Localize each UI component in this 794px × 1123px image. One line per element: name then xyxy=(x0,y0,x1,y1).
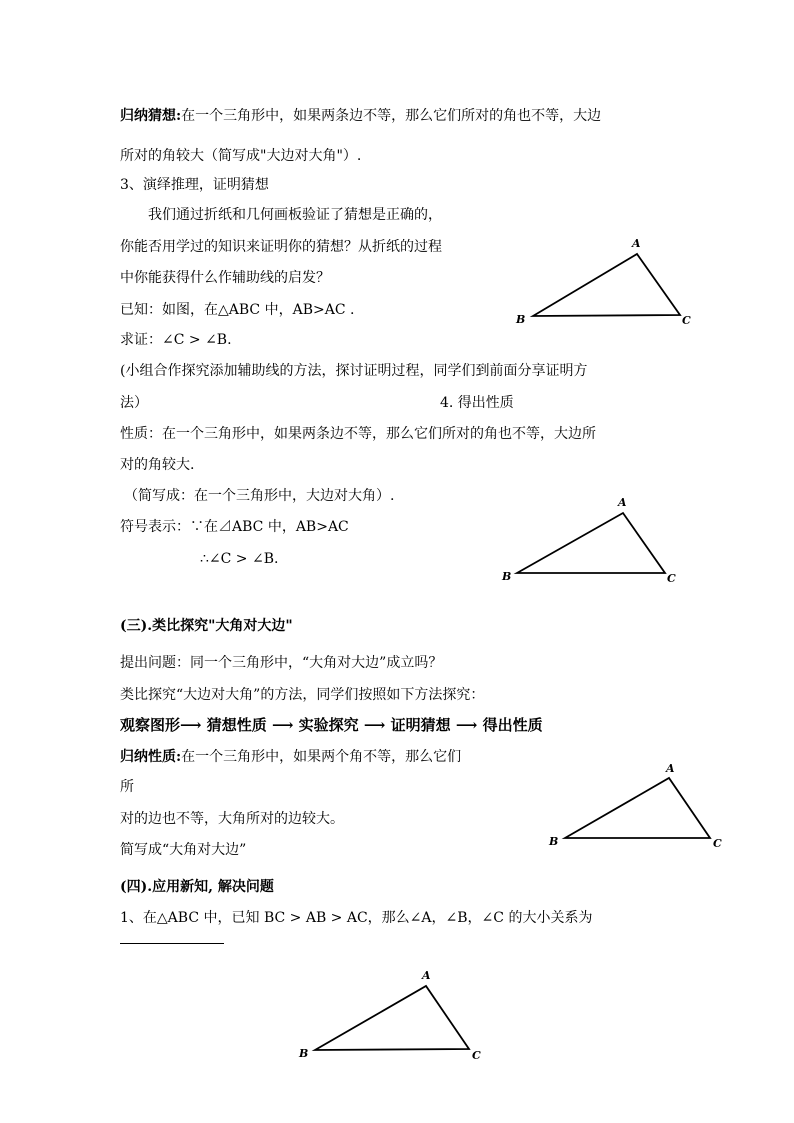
vertex-label-a: A xyxy=(632,237,641,250)
paragraph-line-3: 中你能获得什么作辅助线的启发？ xyxy=(120,270,330,286)
triangle-figure-3 xyxy=(545,758,735,853)
conjecture-line xyxy=(120,106,601,126)
induce-label: 归纳性质: xyxy=(120,749,182,765)
vertex-label-b: B xyxy=(516,313,526,326)
vertex-label-a: A xyxy=(666,762,675,775)
induce-line-4: 简写成“大角对大边” xyxy=(120,842,247,858)
induce-line-2: 所 xyxy=(120,779,134,795)
vertex-label-c: C xyxy=(472,1049,481,1062)
section-three-heading: (三).类比探究"大角对大边" xyxy=(120,618,293,634)
application-question: 1、在△ABC 中，已知 BC > AB > AC，那么∠A，∠B，∠C 的大小关系为 xyxy=(120,910,593,926)
symbol-line-1: 符号表示：∵在⊿ABC 中，AB>AC xyxy=(120,519,349,535)
paragraph-line-2: 你能否用学过的知识来证明你的猜想？从折纸的过程 xyxy=(120,239,442,255)
prove-line: 求证：∠C > ∠B. xyxy=(120,332,232,348)
triangle-figure-1 xyxy=(510,235,700,330)
section-four-heading: (四).应用新知, 解决问题 xyxy=(120,879,274,895)
vertex-label-a: A xyxy=(422,969,431,982)
group-work-line-2: 法） xyxy=(120,395,148,411)
group-work-line-1: (小组合作探究添加辅助线的方法，探讨证明过程，同学们到前面分享证明方 xyxy=(120,363,588,379)
triangle-shape xyxy=(517,513,665,573)
given-line: 已知：如图，在△ABC 中，AB>AC . xyxy=(120,302,355,318)
vertex-label-c: C xyxy=(713,837,722,850)
triangle-shape xyxy=(533,254,680,316)
property-line-1: 性质：在一个三角形中，如果两条边不等，那么它们所对的角也不等，大边所 xyxy=(120,426,596,442)
induce-line-3: 对的边也不等，大角所对的边较大。 xyxy=(120,811,344,827)
triangle-figure-2 xyxy=(500,493,690,588)
vertex-label-b: B xyxy=(299,1047,309,1060)
triangle-shape xyxy=(565,778,710,838)
symbol-line-2: ∴∠C > ∠B. xyxy=(200,551,279,567)
induce-text: 在一个三角形中，如果两个角不等，那么它们 xyxy=(181,749,462,765)
answer-blank xyxy=(120,943,224,944)
conjecture-text: 在一个三角形中，如果两条边不等，那么它们所对的角也不等，大边 xyxy=(181,108,602,124)
vertex-label-c: C xyxy=(667,572,676,585)
short-form-line: （简写成：在一个三角形中，大边对大角）. xyxy=(124,488,395,504)
paragraph-line-1: 我们通过折纸和几何画板验证了猜想是正确的， xyxy=(148,207,442,223)
vertex-label-c: C xyxy=(682,314,691,327)
triangle-shape xyxy=(315,986,469,1050)
conjecture-label: 归纳猜想: xyxy=(120,108,182,124)
question-line-2: 类比探究“大边对大角”的方法，同学们按照如下方法探究： xyxy=(120,687,485,703)
step3-heading: 3、演绎推理，证明猜想 xyxy=(120,177,269,193)
vertex-label-b: B xyxy=(502,570,512,583)
property-line-2: 对的角较大. xyxy=(120,457,195,473)
method-flow: 观察图形⟶ 猜想性质 ⟶ 实验探究 ⟶ 证明猜想 ⟶ 得出性质 xyxy=(120,716,543,734)
induce-line xyxy=(120,747,461,767)
triangle-figure-4 xyxy=(295,965,495,1065)
conjecture-line-2: 所对的角较大（简写成"大边对大角"）. xyxy=(120,148,362,164)
question-line-1: 提出问题：同一个三角形中，“大角对大边”成立吗？ xyxy=(120,655,443,671)
vertex-label-b: B xyxy=(549,835,559,848)
vertex-label-a: A xyxy=(618,496,627,509)
step4-heading: 4. 得出性质 xyxy=(440,395,514,411)
